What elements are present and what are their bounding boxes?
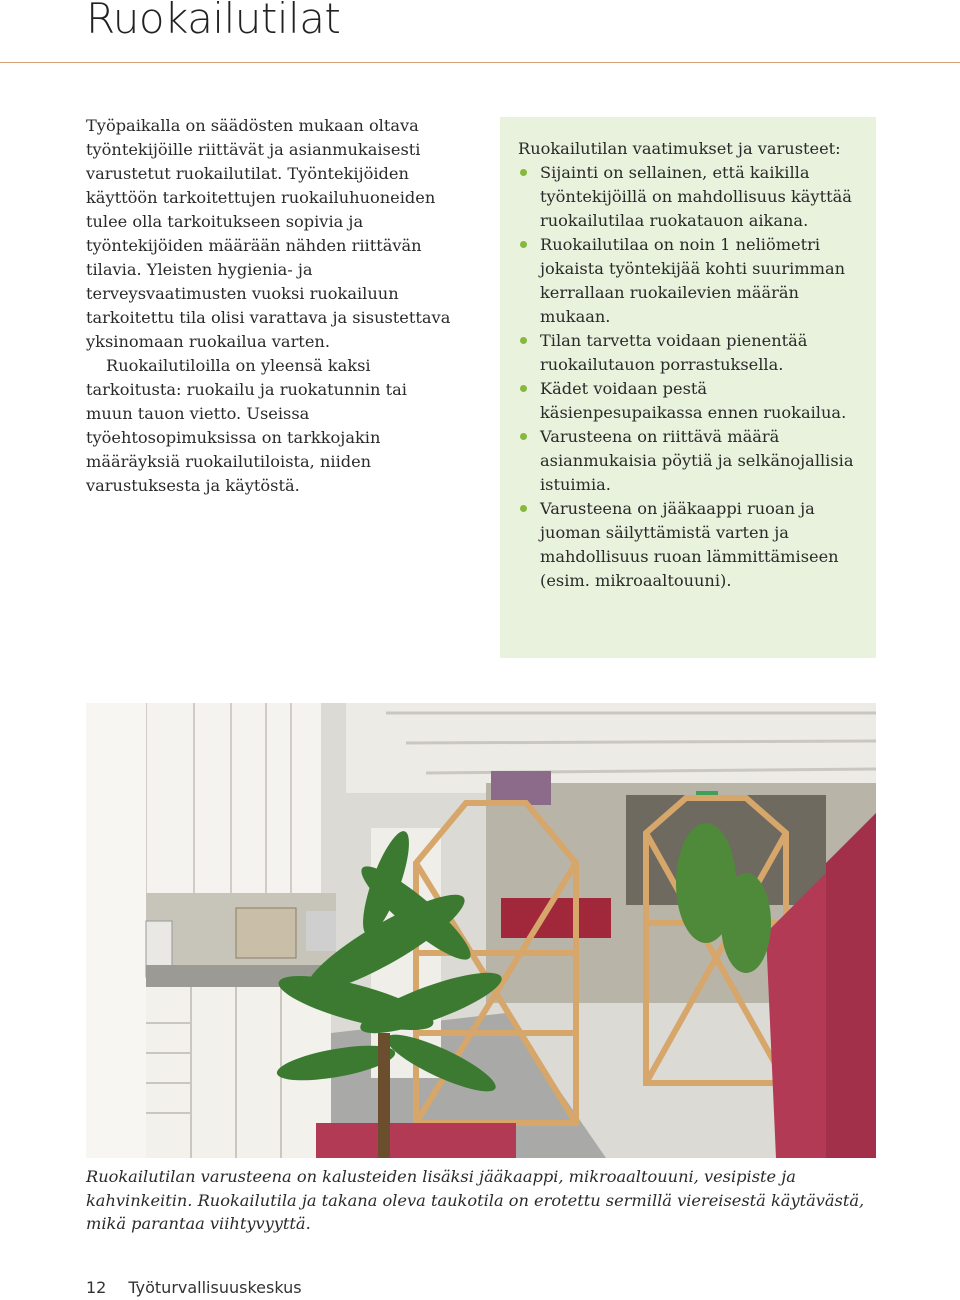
body-paragraph-1: Työpaikalla on säädösten mukaan oltava työntekijöille riittävät ja asianmukaisesti varustetut ruokailutilat. Työntekijöiden käyttöön tarkoitettujen ruokailuhuoneiden tulee olla tarkoitukseen sopivia ja työntekijöiden määrään nähden riittävän tilavia. Yleisten hygienia- ja terveysvaatimusten vuoksi ruokailuun tarkoitettu tila olisi varattava ja sisustettava yksinomaan ruokailua varten.: [86, 116, 451, 351]
bullet-icon: [520, 505, 527, 512]
requirement-item: Tilan tarvetta voidaan pienentää ruokailutauon porrastuksella.: [518, 329, 862, 377]
requirement-item: Ruokailutilaa on noin 1 neliömetri jokaista työntekijää kohti suurimman kerrallaan ruokailevien määrän mukaan.: [518, 233, 862, 329]
body-text: [86, 114, 458, 498]
bullet-icon: [520, 433, 527, 440]
bullet-icon: [520, 337, 527, 344]
bullet-icon: [520, 385, 527, 392]
photo-caption: Ruokailutilan varusteena on kalusteiden lisäksi jääkaappi, mikroaaltouuni, vesipiste ja kahvinkeitin. Ruokailutila ja takana oleva taukotila on erotettu sermillä viereisestä käytävästä, mikä parantaa viihtyvyyttä.: [86, 1167, 865, 1233]
page-footer: [86, 1278, 302, 1297]
bullet-icon: [520, 169, 527, 176]
title-divider: [0, 62, 960, 63]
requirement-item: Varusteena on riittävä määrä asianmukaisia pöytiä ja selkänojallisia istuimia.: [518, 425, 862, 497]
requirements-list: [518, 161, 862, 593]
page-title: Ruokailutilat: [86, 0, 341, 43]
dining-room-photo: [86, 703, 876, 1158]
requirement-item: Kädet voidaan pestä käsienpesupaikassa ennen ruokailua.: [518, 377, 862, 425]
dining-room-illustration: [86, 703, 876, 1158]
bullet-icon: [520, 241, 527, 248]
requirements-heading: Ruokailutilan vaatimukset ja varusteet:: [518, 139, 841, 158]
requirement-item: Sijainti on sellainen, että kaikilla työntekijöillä on mahdollisuus käyttää ruokailutilaa ruokatauon aikana.: [518, 161, 862, 233]
publisher-name: Työturvallisuuskeskus: [128, 1278, 302, 1297]
page-number: 12: [86, 1278, 107, 1297]
requirements-box: [500, 117, 876, 658]
body-paragraph-2: Ruokailutiloilla on yleensä kaksi tarkoitusta: ruokailu ja ruokatunnin tai muun tauon vietto. Useissa työehtosopimuksissa on tarkkojakin määräyksiä ruokailutiloista, niiden varustuksesta ja käytöstä.: [86, 356, 407, 495]
requirement-item: Varusteena on jääkaappi ruoan ja juoman säilyttämistä varten ja mahdollisuus ruoan lämmittämiseen (esim. mikroaaltouuni).: [518, 497, 862, 593]
